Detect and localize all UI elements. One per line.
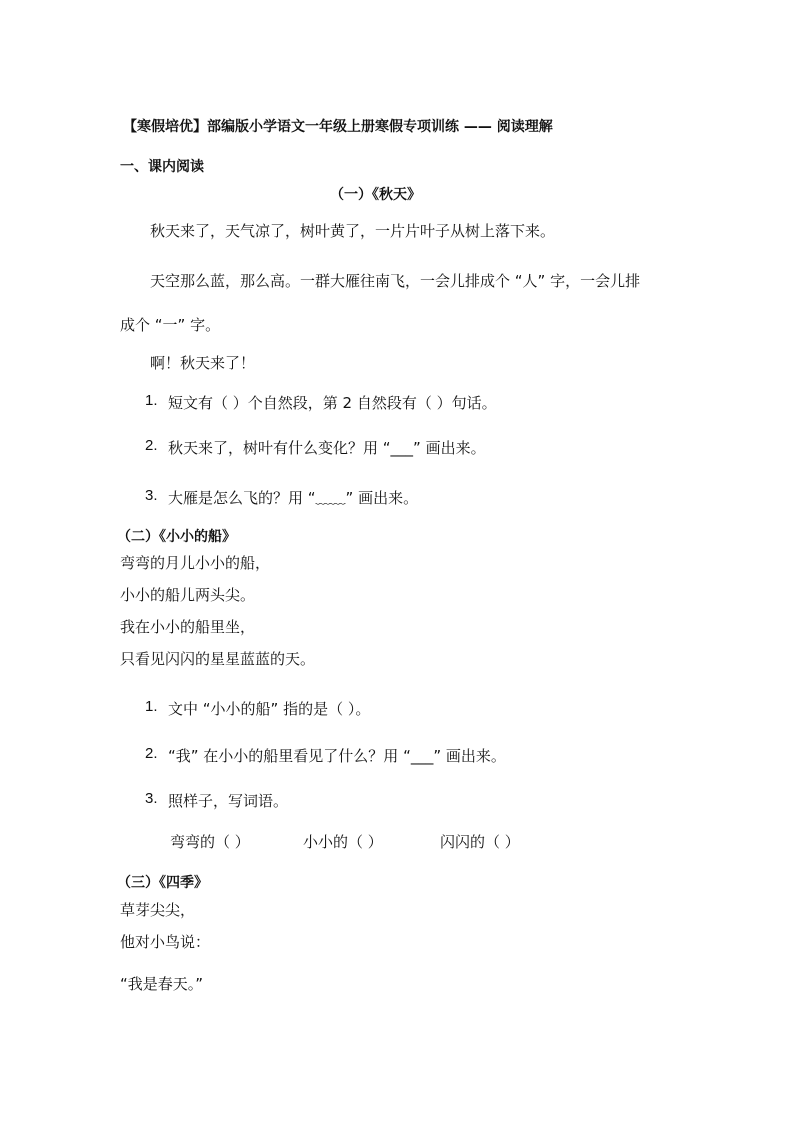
question-text: 文中 “小小的船” 指的是（ ）。 [168, 700, 371, 718]
question-text: 秋天来了，树叶有什么变化？用 “___” 画出来。 [168, 439, 486, 457]
poem-line: 小小的船儿两头尖。 [120, 586, 256, 604]
question-number: 2. [145, 745, 158, 762]
poem-line: 弯弯的月儿小小的船， [120, 554, 271, 572]
passage-line: 成个 “一” 字。 [120, 316, 221, 334]
question-number: 2. [145, 437, 158, 454]
passage-heading: （三）《四季》 [117, 875, 208, 891]
fill-blank-item: 小小的（ ） [303, 833, 383, 851]
passage-heading: （一）《秋天》 [330, 187, 421, 203]
poem-line: 草芽尖尖， [120, 901, 196, 919]
fill-blank-item: 弯弯的（ ） [170, 833, 250, 851]
fill-blank-item: 闪闪的（ ） [440, 833, 520, 851]
question-number: 1. [145, 392, 158, 409]
question-text: 大雁是怎么飞的？用 “﹏﹏” 画出来。 [168, 489, 419, 507]
poem-line: 只看见闪闪的星星蓝蓝的天。 [120, 650, 316, 668]
question-number: 3. [145, 487, 158, 504]
poem-line: 他对小鸟说： [120, 933, 211, 951]
question-number: 1. [145, 698, 158, 715]
poem-line: “我是春天。” [120, 975, 204, 993]
passage-heading: （二）《小小的船》 [117, 529, 236, 545]
section-heading: 一、课内阅读 [120, 159, 204, 175]
poem-line: 我在小小的船里坐， [120, 618, 256, 636]
passage-line: 天空那么蓝，那么高。一群大雁往南飞，一会儿排成个 “人” 字，一会儿排 [150, 272, 641, 290]
page-title: 【寒假培优】部编版小学语文一年级上册寒假专项训练 —— 阅读理解 [123, 119, 553, 135]
question-text: “我” 在小小的船里看见了什么？用 “___” 画出来。 [168, 747, 506, 765]
question-text: 短文有（ ）个自然段，第 2 自然段有（ ）句话。 [168, 394, 497, 412]
question-text: 照样子，写词语。 [168, 792, 289, 810]
question-number: 3. [145, 790, 158, 807]
passage-line: 秋天来了，天气凉了，树叶黄了，一片片叶子从树上落下来。 [150, 222, 556, 240]
passage-line: 啊！秋天来了！ [150, 354, 256, 372]
